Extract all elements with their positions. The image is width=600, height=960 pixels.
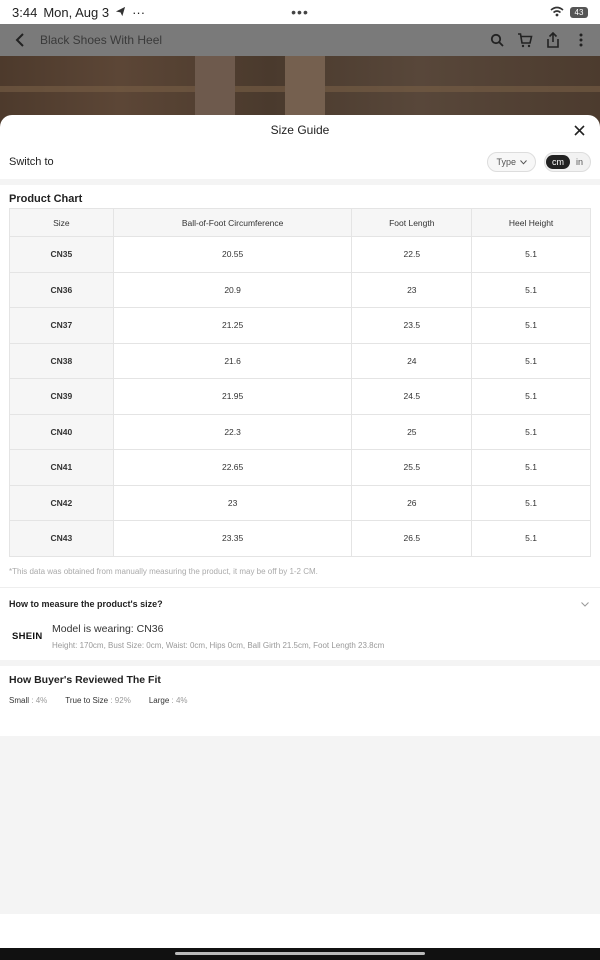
- type-label: Type: [496, 157, 516, 167]
- table-header-row: [10, 209, 591, 237]
- table-cell: 24: [352, 343, 472, 379]
- how-to-measure-row[interactable]: [0, 588, 600, 621]
- table-row: [10, 343, 591, 379]
- table-cell: 21.6: [113, 343, 352, 379]
- status-date: Mon, Aug 3: [43, 4, 110, 20]
- table-row: [10, 379, 591, 415]
- more-vertical-icon[interactable]: [572, 31, 590, 49]
- table-cell: 5.1: [472, 308, 591, 344]
- how-to-measure-label: How to measure the product's size?: [9, 599, 163, 609]
- column-header: Size: [10, 209, 114, 237]
- table-cell: 23: [352, 272, 472, 308]
- product-header: [0, 24, 600, 56]
- multitask-dots[interactable]: •••: [291, 4, 309, 20]
- table-row: [10, 485, 591, 521]
- column-header: Ball-of-Foot Circumference: [113, 209, 352, 237]
- table-cell: 5.1: [472, 343, 591, 379]
- fit-review-title: How Buyer's Reviewed The Fit: [9, 673, 161, 686]
- table-cell: 22.65: [113, 450, 352, 486]
- size-cell: CN36: [10, 272, 114, 308]
- fit-review-section: [0, 666, 600, 705]
- column-header: Foot Length: [352, 209, 472, 237]
- product-chart-title: Product Chart: [9, 193, 83, 205]
- cart-icon[interactable]: [516, 31, 534, 49]
- battery-icon: 43: [570, 7, 588, 18]
- size-chart-table: [9, 208, 591, 557]
- table-row: [10, 272, 591, 308]
- sheet-header: [0, 115, 600, 145]
- wifi-icon: [550, 5, 564, 20]
- telegram-icon: [115, 5, 126, 20]
- fit-stats: [9, 696, 591, 705]
- size-cell: CN37: [10, 308, 114, 344]
- table-cell: 5.1: [472, 272, 591, 308]
- sheet-title: Size Guide: [270, 123, 330, 137]
- search-icon[interactable]: [488, 31, 506, 49]
- table-row: [10, 414, 591, 450]
- table-cell: 23: [113, 485, 352, 521]
- table-cell: 20.55: [113, 237, 352, 273]
- table-cell: 5.1: [472, 485, 591, 521]
- measurement-note: *This data was obtained from manually measuring the product, it may be off by 1-2 CM.: [0, 557, 600, 588]
- size-guide-sheet: [0, 115, 600, 948]
- table-cell: 5.1: [472, 414, 591, 450]
- table-cell: 23.35: [113, 521, 352, 557]
- close-icon[interactable]: [570, 121, 588, 139]
- status-bar: [0, 0, 600, 24]
- model-info-row: [0, 621, 600, 660]
- table-cell: 26: [352, 485, 472, 521]
- product-title: Black Shoes With Heel: [40, 33, 163, 47]
- table-cell: 23.5: [352, 308, 472, 344]
- table-row: [10, 237, 591, 273]
- brand-logo: SHEIN: [12, 630, 43, 642]
- type-dropdown[interactable]: [487, 152, 536, 172]
- column-header: Heel Height: [472, 209, 591, 237]
- unit-switch-row: [0, 145, 600, 179]
- switch-controls: [487, 152, 591, 172]
- fit-stat-large: Large : 4%: [148, 695, 188, 705]
- back-arrow-icon[interactable]: [10, 30, 30, 50]
- size-cell: CN35: [10, 237, 114, 273]
- table-cell: 5.1: [472, 379, 591, 415]
- fit-stat-true-to-size: True to Size : 92%: [65, 695, 131, 705]
- unit-in[interactable]: in: [575, 157, 583, 167]
- chevron-down-icon: [579, 598, 591, 610]
- switch-label: Switch to: [9, 156, 54, 168]
- unit-toggle[interactable]: [544, 152, 591, 172]
- table-cell: 22.3: [113, 414, 352, 450]
- chevron-down-icon: [520, 157, 527, 167]
- table-cell: 25.5: [352, 450, 472, 486]
- empty-area: [0, 736, 600, 914]
- table-row: [10, 308, 591, 344]
- table-cell: 24.5: [352, 379, 472, 415]
- table-cell: 5.1: [472, 237, 591, 273]
- size-cell: CN41: [10, 450, 114, 486]
- status-more: ···: [132, 4, 146, 20]
- share-icon[interactable]: [544, 31, 562, 49]
- table-row: [10, 450, 591, 486]
- table-row: [10, 521, 591, 557]
- status-right: [550, 5, 588, 20]
- table-cell: 26.5: [352, 521, 472, 557]
- size-cell: CN39: [10, 379, 114, 415]
- model-wearing: Model is wearing: CN36: [52, 622, 164, 635]
- table-cell: 5.1: [472, 521, 591, 557]
- table-cell: 25: [352, 414, 472, 450]
- table-cell: 22.5: [352, 237, 472, 273]
- status-time: 3:44: [12, 4, 38, 20]
- table-cell: 21.95: [113, 379, 352, 415]
- size-cell: CN40: [10, 414, 114, 450]
- header-actions: [488, 31, 590, 49]
- table-cell: 20.9: [113, 272, 352, 308]
- system-nav-bar: [0, 948, 600, 960]
- size-cell: CN38: [10, 343, 114, 379]
- home-indicator[interactable]: [175, 952, 425, 955]
- model-measurements: Height: 170cm, Bust Size: 0cm, Waist: 0cm, Hips 0cm, Ball Girth 21.5cm, Foot Length 23.8cm: [52, 640, 385, 650]
- size-cell: CN43: [10, 521, 114, 557]
- model-info: [52, 623, 384, 650]
- fit-stat-small: Small : 4%: [9, 695, 48, 705]
- unit-cm[interactable]: cm: [546, 155, 570, 169]
- table-cell: 5.1: [472, 450, 591, 486]
- size-cell: CN42: [10, 485, 114, 521]
- table-cell: 21.25: [113, 308, 352, 344]
- status-left: [12, 5, 145, 20]
